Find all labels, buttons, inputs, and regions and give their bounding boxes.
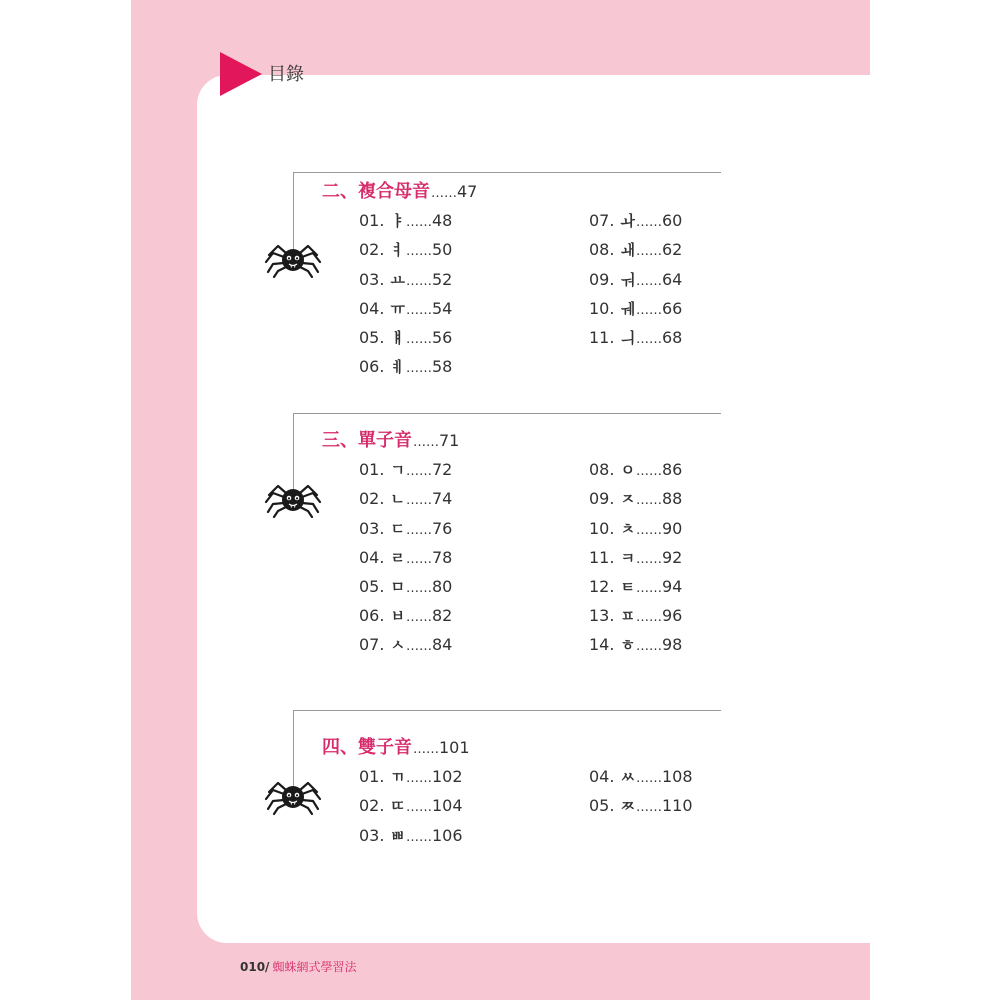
item-number: 03.: [359, 269, 385, 289]
item-page: 48: [431, 211, 453, 231]
item-letter: ㅘ: [620, 212, 635, 231]
item-leader: ……: [635, 273, 662, 289]
item-letter: ㅙ: [620, 241, 635, 260]
toc-item: [589, 575, 682, 599]
toc-item: [589, 604, 682, 628]
item-leader: ……: [405, 332, 432, 347]
toc-item: [589, 794, 693, 818]
item-number: 10.: [589, 518, 615, 538]
item-number: 01.: [359, 767, 385, 787]
item-leader: ……: [635, 215, 662, 231]
item-number: 03.: [359, 825, 385, 845]
toc-item: [589, 268, 682, 292]
item-number: 06.: [359, 357, 385, 377]
item-number: 01.: [359, 211, 385, 231]
item-letter: ㄹ: [390, 548, 405, 567]
item-page: 108: [661, 767, 693, 787]
spider-icon: [263, 240, 323, 280]
item-page: 72: [431, 460, 453, 480]
item-number: 09.: [589, 489, 615, 509]
item-letter: ㅒ: [390, 329, 405, 347]
item-leader: ……: [405, 244, 432, 260]
item-leader: ……: [635, 639, 662, 655]
toc-item: [359, 355, 452, 379]
item-letter: ㅂ: [390, 607, 405, 626]
toc-item: [359, 326, 452, 350]
toc-item: [589, 458, 682, 482]
item-leader: ……: [405, 493, 432, 509]
item-number: 04.: [359, 547, 385, 567]
section-divider-line: [293, 710, 721, 711]
item-page: 90: [661, 518, 683, 538]
item-page: 68: [661, 328, 683, 347]
item-letter: ㅌ: [620, 578, 635, 596]
item-page: 76: [431, 518, 453, 538]
toc-item: [359, 517, 452, 541]
item-page: 106: [431, 825, 463, 845]
section-title: 四、雙子音: [322, 737, 412, 758]
item-page: 98: [661, 635, 683, 655]
section-leader: ……: [413, 742, 439, 757]
footer-page-number: 010/: [240, 960, 270, 974]
item-page: 82: [431, 606, 453, 626]
item-page: 66: [661, 298, 683, 318]
item-leader: ……: [405, 771, 432, 787]
item-letter: ㅖ: [390, 358, 405, 377]
item-leader: ……: [405, 273, 432, 289]
item-number: 03.: [359, 518, 385, 538]
section-page-number: 101: [439, 738, 470, 757]
toc-item: [359, 297, 452, 321]
item-number: 01.: [359, 460, 385, 480]
item-leader: ……: [635, 493, 662, 509]
item-leader: ……: [405, 829, 432, 845]
item-letter: ㄲ: [390, 768, 405, 787]
item-number: 02.: [359, 796, 385, 816]
toc-item: [359, 575, 452, 599]
item-letter: ㅠ: [390, 299, 405, 318]
toc-item: [359, 487, 452, 511]
item-number: 02.: [359, 240, 385, 260]
item-page: 62: [661, 240, 683, 260]
item-page: 60: [661, 211, 683, 231]
item-leader: ……: [405, 610, 432, 626]
toc-item: [589, 326, 682, 350]
item-leader: ……: [405, 581, 432, 596]
spider-icon: [263, 480, 323, 520]
item-leader: ……: [635, 581, 662, 596]
item-page: 64: [661, 269, 683, 289]
item-leader: ……: [635, 332, 662, 347]
item-page: 74: [431, 489, 453, 509]
section-page-number: 47: [457, 182, 478, 201]
item-leader: ……: [405, 639, 432, 655]
section-title: 三、單子音: [322, 430, 412, 451]
item-page: 92: [661, 547, 683, 567]
item-letter: ㅊ: [620, 519, 635, 538]
section-divider-line: [293, 413, 721, 414]
item-letter: ㅛ: [390, 270, 405, 289]
item-letter: ㅝ: [620, 270, 635, 289]
item-leader: ……: [635, 464, 662, 480]
item-letter: ㅇ: [620, 461, 635, 480]
item-leader: ……: [635, 522, 662, 538]
item-leader: ……: [405, 215, 432, 231]
item-number: 10.: [589, 298, 615, 318]
toc-item: [359, 794, 463, 818]
triangle-marker-icon: [220, 52, 262, 96]
item-number: 11.: [589, 328, 615, 347]
item-letter: ㅁ: [390, 578, 405, 596]
section-leader: ……: [431, 186, 457, 201]
section-heading: [322, 429, 459, 453]
item-number: 14.: [589, 635, 615, 655]
item-letter: ㅎ: [620, 636, 635, 655]
item-number: 05.: [589, 796, 615, 816]
item-number: 13.: [589, 606, 615, 626]
item-letter: ㄷ: [390, 519, 405, 538]
toc-item: [589, 487, 682, 511]
item-page: 50: [431, 240, 453, 260]
item-leader: ……: [635, 244, 662, 260]
item-number: 02.: [359, 489, 385, 509]
item-number: 04.: [589, 767, 615, 787]
section-divider-line: [293, 172, 721, 173]
section-leader: ……: [413, 435, 439, 450]
item-leader: ……: [405, 800, 432, 816]
item-letter: ㄸ: [390, 797, 405, 816]
toc-item: [589, 546, 682, 570]
toc-item: [589, 209, 682, 233]
item-letter: ㅍ: [620, 607, 635, 626]
toc-item: [589, 297, 682, 321]
section-title: 二、複合母音: [322, 181, 430, 202]
item-page: 94: [661, 577, 683, 596]
page-title: 目錄: [268, 64, 304, 85]
item-number: 09.: [589, 269, 615, 289]
item-number: 04.: [359, 298, 385, 318]
section-page-number: 71: [439, 431, 460, 450]
spider-thread-line: [293, 710, 294, 786]
item-leader: ……: [635, 610, 662, 626]
item-page: 86: [661, 460, 683, 480]
item-leader: ……: [405, 464, 432, 480]
item-letter: ㄱ: [390, 461, 405, 480]
item-letter: ㅑ: [390, 212, 405, 231]
item-number: 05.: [359, 328, 385, 347]
toc-item: [589, 633, 682, 657]
item-page: 78: [431, 547, 453, 567]
item-letter: ㅃ: [390, 826, 405, 845]
footer-book-title: 蜘蛛網式學習法: [272, 960, 357, 974]
toc-item: [359, 824, 463, 848]
item-page: 54: [431, 298, 453, 318]
toc-item: [359, 546, 452, 570]
item-letter: ㅕ: [390, 241, 405, 260]
item-letter: ㅞ: [620, 299, 635, 318]
item-page: 110: [661, 796, 693, 816]
section-heading: [322, 180, 477, 204]
item-number: 08.: [589, 460, 615, 480]
toc-item: [359, 238, 452, 262]
item-number: 08.: [589, 240, 615, 260]
item-number: 12.: [589, 577, 615, 596]
item-leader: ……: [635, 551, 662, 567]
item-letter: ㅅ: [390, 636, 405, 655]
section-heading: [322, 736, 470, 760]
toc-item: [359, 765, 463, 789]
toc-item: [359, 633, 452, 657]
spider-icon: [263, 777, 323, 817]
item-page: 88: [661, 489, 683, 509]
item-page: 56: [431, 328, 453, 347]
item-leader: ……: [405, 522, 432, 538]
page-footer: [240, 958, 356, 976]
item-page: 104: [431, 796, 463, 816]
item-letter: ㅉ: [620, 797, 635, 816]
toc-item: [589, 238, 682, 262]
item-leader: ……: [405, 302, 432, 318]
item-page: 52: [431, 269, 453, 289]
item-number: 06.: [359, 606, 385, 626]
item-letter: ㅆ: [620, 768, 635, 787]
item-leader: ……: [635, 771, 662, 787]
item-letter: ㅈ: [620, 490, 635, 509]
item-leader: ……: [635, 302, 662, 318]
item-letter: ㅢ: [620, 329, 635, 347]
spider-thread-line: [293, 172, 294, 249]
toc-item: [359, 209, 452, 233]
item-number: 11.: [589, 547, 615, 567]
item-page: 80: [431, 577, 453, 596]
item-number: 05.: [359, 577, 385, 596]
toc-item: [589, 517, 682, 541]
toc-item: [359, 458, 452, 482]
toc-item: [359, 604, 452, 628]
item-letter: ㄴ: [390, 490, 405, 509]
item-number: 07.: [359, 635, 385, 655]
item-number: 07.: [589, 211, 615, 231]
item-page: 84: [431, 635, 453, 655]
item-leader: ……: [635, 800, 662, 816]
item-leader: ……: [405, 551, 432, 567]
toc-item: [589, 765, 693, 789]
item-page: 96: [661, 606, 683, 626]
item-leader: ……: [405, 361, 432, 377]
item-letter: ㅋ: [620, 548, 635, 567]
item-page: 58: [431, 357, 453, 377]
toc-item: [359, 268, 452, 292]
item-page: 102: [431, 767, 463, 787]
spider-thread-line: [293, 413, 294, 489]
